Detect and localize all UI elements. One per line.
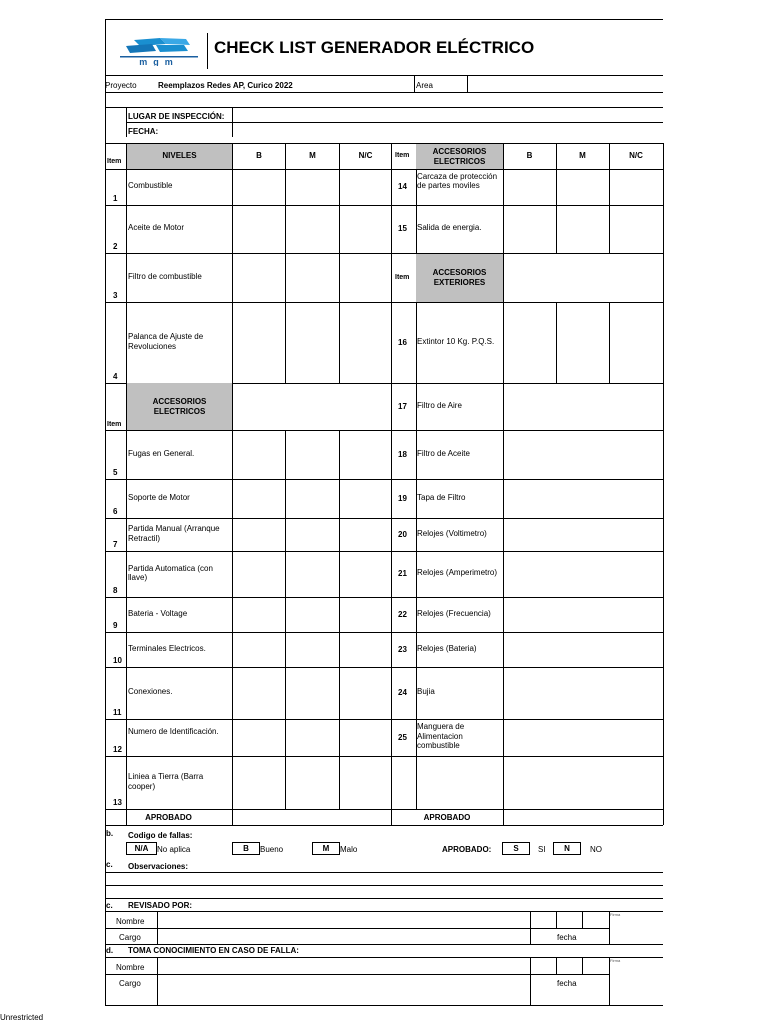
m-header-left: M <box>309 151 316 160</box>
revisado-nombre-label: Nombre <box>116 917 145 926</box>
project-label: Proyecto <box>105 81 137 90</box>
grid-hline <box>105 719 663 720</box>
grid-hline <box>105 518 663 519</box>
conocimiento-v4 <box>582 957 583 974</box>
grid-vline <box>339 430 340 809</box>
conocimiento-v2 <box>530 957 531 1005</box>
acc-electricos-left-header: ACCESORIOS ELECTRICOS <box>152 397 207 416</box>
code-na-text: No aplica <box>157 845 191 854</box>
right-item-number: 24 <box>398 688 407 697</box>
right-item-number: 17 <box>398 401 407 411</box>
right-item-label: Relojes (Amperimetro) <box>417 568 498 578</box>
left-item-label: Liniea a Tierra (Barra cooper) <box>128 772 204 791</box>
left-item-number: 7 <box>113 540 118 549</box>
page-title: CHECK LIST GENERADOR ELÉCTRICO <box>214 38 535 57</box>
left-item-label: Partida Manual (Arranque Retractil) <box>128 524 220 543</box>
revisado-v1 <box>157 911 158 944</box>
revisado-line-1 <box>105 911 663 912</box>
right-item-label: Filtro de Aire <box>417 400 462 410</box>
right-item-label: Carcaza de protección de partes moviles <box>417 171 498 191</box>
revisado-v2 <box>530 911 531 944</box>
right-item-label: Bujia <box>417 687 435 697</box>
grid-hline <box>105 302 663 303</box>
observ-line-2 <box>105 885 663 886</box>
left-item-label: Palanca de Ajuste de Revoluciones <box>128 332 204 351</box>
conocimiento-v3 <box>556 957 557 974</box>
grid-hline <box>105 632 663 633</box>
code-no-text: NO <box>590 845 602 854</box>
right-item-number: 21 <box>398 569 407 578</box>
codes-section: b. <box>106 829 114 838</box>
code-s-box: S <box>502 842 530 855</box>
left-item-label: Aceite de Motor <box>128 223 185 233</box>
right-item-label: Manguera de Alimentacion combustible <box>417 722 465 751</box>
grid-vline <box>232 143 233 825</box>
code-b-text: Bueno <box>260 845 284 854</box>
left-border <box>105 19 106 1006</box>
grid-vline <box>126 143 127 825</box>
revisado-fecha-label: fecha <box>557 933 577 942</box>
b-header-right: B <box>526 151 533 160</box>
left-item-label: Bateria - Voltage <box>128 608 188 618</box>
left-item-label: Soporte de Motor <box>128 492 190 502</box>
conocimiento-title: TOMA CONOCIMIENTO EN CASO DE FALLA: <box>128 946 299 955</box>
right-item-label: Extintor 10 Kg. P.Q.S. <box>417 336 495 346</box>
left-item-label: Partida Automatica (con llave) <box>128 563 213 582</box>
aprobado-left: APROBADO <box>145 813 192 822</box>
code-b-box: B <box>232 842 260 855</box>
grid-vline <box>416 143 417 809</box>
code-m-box: M <box>312 842 340 855</box>
right-item-number: 18 <box>398 449 407 459</box>
grid-hline <box>105 756 663 757</box>
grid-hline <box>105 430 663 431</box>
inspection-date-label: FECHA: <box>128 127 159 136</box>
observ-line-3 <box>105 898 663 899</box>
header-bottom-line <box>105 75 663 76</box>
top-border <box>105 19 663 20</box>
right-item-number: 15 <box>398 224 407 233</box>
left-item-label: Terminales Electricos. <box>128 643 206 653</box>
grid-hline <box>105 825 663 826</box>
left-item-number: 2 <box>113 242 118 251</box>
left-item-number: 11 <box>113 708 122 717</box>
right-item-number: 22 <box>398 609 407 619</box>
revisado-section: c. <box>106 901 113 910</box>
grid-vline <box>339 143 340 383</box>
right-item-number: 19 <box>398 493 407 503</box>
revisado-line-2 <box>105 928 609 929</box>
left-item-number: 1 <box>113 194 118 203</box>
area-divider-1 <box>414 75 415 92</box>
grid-hline <box>105 253 663 254</box>
conocimiento-v5 <box>609 957 610 1005</box>
aprobado-right: APROBADO <box>423 813 471 822</box>
item-header-left: Item <box>107 158 122 165</box>
inspection-divider <box>232 107 233 137</box>
left-item-label: Filtro de combustible <box>128 271 202 281</box>
left-item-number: 4 <box>113 372 118 381</box>
grid-vline <box>556 302 557 383</box>
grid-hline <box>105 551 663 552</box>
nc-header-left: N/C <box>358 151 373 160</box>
code-n-box: N <box>553 842 581 855</box>
conocimiento-line-1 <box>105 957 663 958</box>
conocimiento-fecha-label: fecha <box>557 979 577 988</box>
grid-vline <box>285 430 286 809</box>
grid-hline <box>105 169 663 170</box>
revisado-firma-label: Firma <box>610 912 621 917</box>
left-item-number: 8 <box>113 586 118 595</box>
right-item-label: Tapa de Filtro <box>417 492 466 502</box>
left-item-number: 10 <box>113 656 122 665</box>
conocimiento-cargo-label: Cargo <box>119 979 141 988</box>
nc-header-right: N/C <box>629 151 643 160</box>
grid-vline <box>391 143 392 825</box>
grid-vline <box>285 143 286 383</box>
right-item-number: 16 <box>398 337 407 347</box>
conocimiento-section: d. <box>106 946 114 955</box>
right-item-label: Filtro de Aceite <box>417 448 470 458</box>
right-item-number: 25 <box>398 732 407 742</box>
conocimiento-firma-label: Firma <box>610 958 621 963</box>
grid-hline <box>105 809 663 810</box>
project-value: Reemplazos Redes AP, Curico 2022 <box>158 81 293 90</box>
revisado-title: REVISADO POR: <box>128 901 193 910</box>
inspection-place-label: LUGAR DE INSPECCIÓN: <box>128 112 225 121</box>
right-item-number: 20 <box>398 529 407 539</box>
code-m-text: Malo <box>340 845 358 854</box>
project-bottom-line <box>105 92 663 93</box>
conocimiento-line-3 <box>105 1005 663 1006</box>
right-item-label: Relojes (Voltimetro) <box>417 528 487 538</box>
right-item-number: 14 <box>398 182 407 191</box>
niveles-header: NIVELES <box>162 151 197 160</box>
b-header-left: B <box>256 151 262 160</box>
inspection-left <box>126 107 127 137</box>
right-item-label: Relojes (Frecuencia) <box>417 608 491 618</box>
item-header-exteriores: Item <box>395 274 410 281</box>
revisado-line-3 <box>105 944 663 945</box>
acc-electricos-header: ACCESORIOS ELECTRICOS <box>432 147 487 166</box>
left-item-label: Conexiones. <box>128 687 173 697</box>
area-divider-2 <box>467 75 468 92</box>
footer-label: Unrestricted <box>0 1013 44 1022</box>
observ-section: c. <box>106 860 113 869</box>
item-header-right: Item <box>395 152 410 159</box>
left-item-number: 12 <box>113 745 122 754</box>
m-header-right: M <box>579 151 586 160</box>
grid-hline <box>105 205 663 206</box>
inspection-top-line <box>105 107 663 108</box>
left-item-label: Numero de Identificación. <box>128 727 219 736</box>
right-item-label: Relojes (Bateria) <box>417 643 477 653</box>
left-item-number: 6 <box>113 507 118 516</box>
revisado-cargo-label: Cargo <box>119 933 141 942</box>
codes-title: Codigo de fallas: <box>128 831 193 840</box>
logo-divider <box>207 33 208 69</box>
grid-hline <box>105 597 663 598</box>
left-item-number: 3 <box>113 291 118 300</box>
left-item-label: Combustible <box>128 181 173 191</box>
code-si-text: SI <box>538 845 546 854</box>
observ-title: Observaciones: <box>128 862 189 871</box>
conocimiento-nombre-label: Nombre <box>116 963 145 972</box>
item-header-electricos: Item <box>107 421 122 428</box>
right-item-label: Salida de energia. <box>417 223 482 233</box>
inspection-mid-line <box>126 122 663 123</box>
area-label: Area <box>416 81 433 90</box>
conocimiento-line-2 <box>105 974 609 975</box>
revisado-v4 <box>582 911 583 928</box>
grid-vline <box>503 143 504 825</box>
revisado-v3 <box>556 911 557 928</box>
left-item-label: Fugas en General. <box>128 448 195 458</box>
acc-exteriores-header: ACCESORIOS EXTERIORES <box>432 268 487 287</box>
left-item-number: 9 <box>113 621 118 630</box>
grid-vline <box>663 143 664 825</box>
grid-hline <box>105 479 663 480</box>
right-item-number: 23 <box>398 644 407 654</box>
observ-line-1 <box>105 872 663 873</box>
logo-text: mgm <box>139 57 179 66</box>
left-item-number: 13 <box>113 798 122 807</box>
code-na-box: N/A <box>126 842 157 855</box>
revisado-v5 <box>609 911 610 944</box>
grid-hline <box>105 667 663 668</box>
company-logo <box>116 36 202 66</box>
grid-vline <box>609 302 610 383</box>
code-aprobado-label: APROBADO: <box>442 845 492 854</box>
conocimiento-v1 <box>157 957 158 1005</box>
left-item-number: 5 <box>113 468 118 477</box>
